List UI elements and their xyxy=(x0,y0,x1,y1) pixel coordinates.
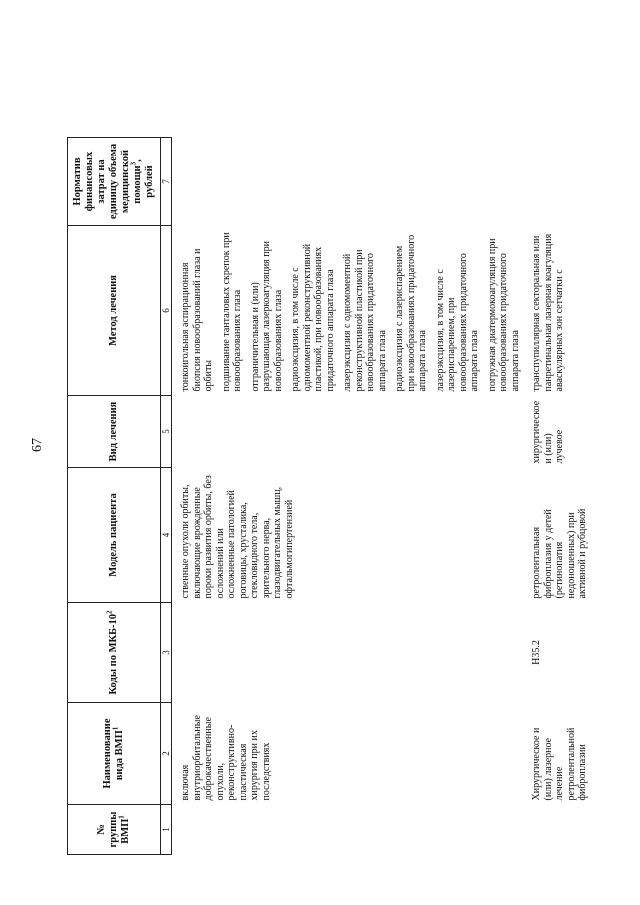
header-treatment-method: Метод лечения xyxy=(68,226,161,396)
table-row xyxy=(172,138,530,855)
column-number: 3 xyxy=(161,603,172,703)
header-group-number: № группы ВМП$^1$ xyxy=(68,805,161,855)
column-number-row xyxy=(161,138,172,855)
page-number: 67 xyxy=(30,438,45,452)
patient-model-cell: ретролентальная фиброплазия у детей (ретинопатия недоношенных) при активной и рубцовой xyxy=(531,508,588,599)
method-item: лазерэксцизия с одномоментной реконструктивной пластикой при новообразованиях придаточного аппарата глаза xyxy=(342,249,388,392)
method-item: погружная диатермокоагуляция при новообразованиях придаточного аппарата глаза xyxy=(486,238,521,392)
treatment-type-cell: хирургическое и (или) лучевое xyxy=(531,400,565,464)
treatment-method-cell xyxy=(172,226,530,396)
method-item: тонкоигольная аспирационная биопсия новообразований глаза и орбиты xyxy=(180,248,214,392)
header-vmp-name: Наименование вида ВМП$^1$ xyxy=(68,703,161,805)
header-icd-codes: Коды по МКБ-$10^2$ xyxy=(68,603,161,703)
table-row xyxy=(529,138,591,855)
table-header-row xyxy=(68,138,161,855)
column-number: 7 xyxy=(161,138,172,226)
column-number: 2 xyxy=(161,703,172,805)
header-cost-standard: Норматив финансовых затрат на единицу объема медицинской помощи$^3$, рублей xyxy=(68,138,161,226)
vmp-table xyxy=(67,137,591,855)
column-number: 6 xyxy=(161,226,172,396)
group-number-cell xyxy=(529,805,591,855)
method-item: радиоэксцизия, в том числе с одномоментной реконструктивной пластикой, при новообразованиях придаточного аппарата глаза xyxy=(290,243,336,392)
vmp-name-cell: Хирургическое и (или) лазерное лечение ретролентальной фиброплазии xyxy=(531,727,588,801)
header-patient-model: Модель пациента xyxy=(68,468,161,603)
column-number: 1 xyxy=(161,805,172,855)
cost-cell xyxy=(529,138,591,226)
method-item: лазерэксцизия, в том числе с лазериспарением, при новообразованиях придаточного аппарата глаза xyxy=(434,253,480,392)
treatment-method-cell xyxy=(529,226,591,396)
treatment-type-cell xyxy=(172,396,530,468)
column-number: 4 xyxy=(161,468,172,603)
method-item: отграничительная и (или) разрушающая лазеркоагуляция при новообразованиях глаза xyxy=(249,241,284,392)
cost-cell xyxy=(172,138,530,226)
icd-codes-cell xyxy=(172,603,530,703)
method-item: транспупиллярная секторальная или панретинальная лазерная коагуляция аваскулярных зон сетчатки с xyxy=(531,233,565,392)
method-item: радиоэксцизия с лазериспарением при новообразованиях придаточного аппарата глаза xyxy=(394,234,428,392)
patient-model-cell: ственные опухоли орбиты, включающие врожденные пороки развития орбиты, без осложнений или осложненные патологией роговицы, хрусталика, стекловидного тела, зрительного нерва, глазодвигательных мышц, офтальмогипертензией xyxy=(180,475,295,599)
group-number-cell xyxy=(172,805,530,855)
column-number: 5 xyxy=(161,396,172,468)
method-item: подшивание танталовых скрепок при новообразованиях глаза xyxy=(220,232,243,392)
vmp-name-cell: включая внутриорбитальные доброкачественные опухоли, реконструктивно-пластическая хирургия при их последствиях xyxy=(180,715,272,801)
header-treatment-type: Вид лечения xyxy=(68,396,161,468)
icd-codes-cell: H35.2 xyxy=(531,640,542,665)
